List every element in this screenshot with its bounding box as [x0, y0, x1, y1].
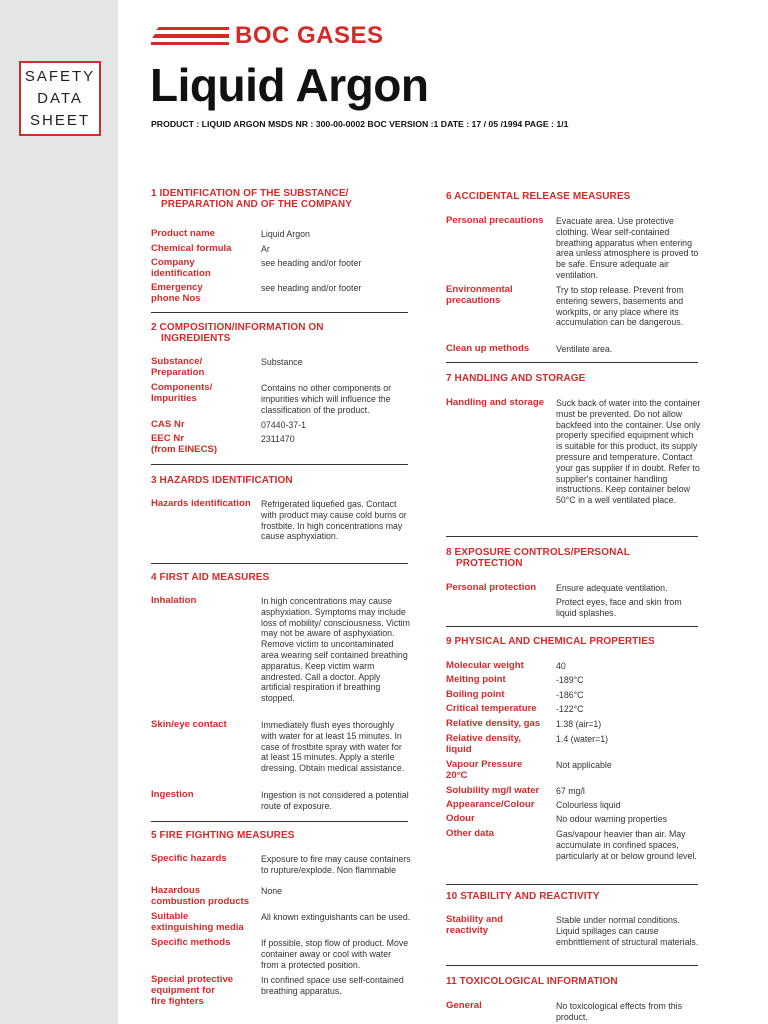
section-divider — [446, 362, 698, 363]
field-label-handling-and-storage: Handling and storage — [446, 397, 545, 408]
field-value-product-name: Liquid Argon — [261, 229, 310, 239]
section-title — [151, 475, 411, 486]
field-value-appearance-colour: Colourless liquid — [556, 800, 621, 810]
section-divider — [151, 563, 408, 564]
field-label-specific-hazards: Specific hazards — [151, 853, 227, 864]
section-title — [446, 373, 701, 384]
section-divider — [151, 821, 408, 822]
field-label-chemical-formula: Chemical formula — [151, 243, 232, 254]
product-header-line: PRODUCT : LIQUID ARGON MSDS NR : 300-00-0002 BOC VERSION :1 DATE : 17 / 05 /1994 PAGE : 1/1 — [151, 119, 569, 129]
field-label-components-impurities: Components/ Impurities — [151, 382, 213, 404]
field-value-specific-hazards: Exposure to fire may cause containers to rupture/explode. Non flammable — [261, 854, 411, 875]
field-label-relative-density-gas: Relative density, gas — [446, 718, 541, 729]
section-title-line: 11 TOXICOLOGICAL INFORMATION — [446, 976, 618, 987]
field-value-chemical-formula: Ar — [261, 244, 270, 254]
safety-data-sheet-badge — [19, 61, 101, 136]
field-label-product-name: Product name — [151, 228, 215, 239]
field-value-company-identification: see heading and/or footer — [261, 258, 362, 268]
field-label-ingestion: Ingestion — [151, 789, 194, 800]
section-title-line: 7 HANDLING AND STORAGE — [446, 373, 586, 384]
field-value-relative-density-liquid: 1.4 (water=1) — [556, 734, 609, 744]
field-label-boiling-point: Boiling point — [446, 689, 505, 700]
section-title-line: 5 FIRE FIGHTING MEASURES — [151, 830, 295, 841]
section-title — [446, 191, 701, 202]
field-value-skin-eye-contact: Immediately flush eyes thoroughly with water for at least 15 minutes. In case of frostbite spray with water for at least 15 minutes. Apply a sterile dressing. Obtain medical assistance. — [261, 720, 405, 774]
field-label-general: General — [446, 1000, 482, 1011]
section-title-line: 4 FIRST AID MEASURES — [151, 572, 270, 583]
boc-logo-mark-icon — [151, 25, 229, 47]
field-value-row: Protect eyes, face and skin from liquid splashes. — [556, 597, 682, 618]
section-divider — [446, 884, 698, 885]
section-title-line: PROTECTION — [456, 558, 523, 569]
field-value-other-data: Gas/vapour heavier than air. May accumulate in confined spaces, particularly at or below ground level. — [556, 829, 697, 861]
section-title-line: 1 IDENTIFICATION OF THE SUBSTANCE/ — [151, 188, 349, 199]
section-title-line: PREPARATION AND OF THE COMPANY — [161, 199, 352, 210]
field-value-components-impurities: Contains no other components or impurities which will influence the classification of the product. — [261, 383, 392, 415]
badge-line: DATA — [37, 89, 83, 107]
section-divider — [446, 626, 698, 627]
field-value-relative-density-gas: 1.38 (air=1) — [556, 719, 602, 729]
page-title: Liquid Argon — [150, 59, 429, 111]
section-title — [151, 830, 411, 841]
field-value-hazards-identification: Refrigerated liquefied gas. Contact with product may cause cold burns or frostbite. In high concentrations may cause asphyxiation. — [261, 499, 407, 542]
section-title-line: 10 STABILITY AND REACTIVITY — [446, 891, 600, 902]
field-label-special-protective-equipment-for-fire-fighters: Special protective equipment for fire fighters — [151, 974, 234, 1007]
field-value-cas-nr: 07440-37-1 — [261, 420, 306, 430]
sidebar — [0, 0, 118, 1024]
field-value-boiling-point: -186°C — [556, 690, 584, 700]
field-value-inhalation: In high concentrations may cause asphyxiation. Symptoms may include loss of mobility/ consciousness. Victim may not be aware of asphyxiation. Remove victim to uncontaminated area wearing self contained breathing apparatus. Keep victim warm andrested. Call a doctor. Apply artificial respiration if breathing stopped. — [261, 596, 410, 704]
section-title — [446, 547, 701, 569]
field-label-substance-preparation: Substance/ Preparation — [151, 356, 205, 378]
field-label-personal-precautions: Personal precautions — [446, 215, 544, 226]
field-label-relative-density-liquid: Relative density, liquid — [446, 733, 522, 755]
brand-name: BOC GASES — [235, 22, 384, 49]
section-divider — [151, 312, 408, 313]
field-label-hazards-identification: Hazards identification — [151, 498, 251, 509]
section-title-line: 8 EXPOSURE CONTROLS/PERSONAL — [446, 547, 630, 558]
section-title-line: INGREDIENTS — [161, 333, 231, 344]
field-value-eec-nr-from-einecs: 2311470 — [261, 434, 295, 444]
section-title — [446, 636, 701, 647]
field-label-suitable-extinguishing-media: Suitable extinguishing media — [151, 911, 244, 933]
field-label-hazardous-combustion-products: Hazardous combustion products — [151, 885, 250, 907]
badge-line: SAFETY — [24, 67, 96, 85]
section-divider — [446, 536, 698, 537]
field-value-stability-and-reactivity: Stable under normal conditions. Liquid spillages can cause embrittlement of structural materials. — [556, 915, 699, 947]
field-label-cas-nr: CAS Nr — [151, 419, 185, 430]
section-title — [446, 891, 701, 902]
field-label-environmental-precautions: Environmental precautions — [446, 284, 513, 306]
field-label-odour: Odour — [446, 813, 475, 824]
field-value-ingestion: Ingestion is not considered a potential route of exposure. — [261, 790, 409, 811]
section-divider — [446, 965, 698, 966]
field-label-solubility-mg-l-water: Solubility mg/l water — [446, 785, 540, 796]
section-title — [446, 976, 701, 987]
badge-line: SHEET — [29, 111, 90, 129]
field-value-hazardous-combustion-products: None — [261, 886, 283, 896]
field-label-stability-and-reactivity: Stability and reactivity — [446, 914, 504, 936]
field-label-clean-up-methods: Clean up methods — [446, 343, 530, 354]
field-value-personal-precautions: Evacuate area. Use protective clothing. Wear self-contained breathing apparatus when entering area unless atmosphere is proved to be safe. Ensure adequate air ventilation. — [556, 216, 699, 280]
field-value-clean-up-methods: Ventilate area. — [556, 344, 613, 354]
field-label-company-identification: Company identification — [151, 257, 211, 279]
field-value-handling-and-storage: Suck back of water into the container must be prevented. Do not allow backfeed into the container. Use only properly specified equipment which is suitable for this product, its supply pressure and temperature. Contact your gas supplier if in doubt. Refer to supplier's container handling instructions. Keep container below 50°C in a well ventilated place. — [556, 398, 701, 506]
field-label-critical-temperature: Critical temperature — [446, 703, 537, 714]
field-value-molecular-weight: 40 — [556, 661, 566, 671]
field-value-general: No toxicological effects from this product. — [556, 1001, 682, 1022]
field-value-vapour-pressure-20-c: Not applicable — [556, 760, 612, 770]
field-value-melting-point: -189°C — [556, 675, 584, 685]
field-value-solubility-mg-l-water: 67 mg/l — [556, 786, 585, 796]
section-title-line: 3 HAZARDS IDENTIFICATION — [151, 475, 293, 486]
section-title-line: 9 PHYSICAL AND CHEMICAL PROPERTIES — [446, 636, 655, 647]
boc-logo — [151, 22, 384, 50]
section-title — [151, 322, 411, 344]
field-label-appearance-colour: Appearance/Colour — [446, 799, 535, 810]
field-value-environmental-precautions: Try to stop release. Prevent from entering sewers, basements and workpits, or any place where its accumulation can be dangerous. — [556, 285, 684, 328]
field-value-odour: No odour warning properties — [556, 814, 668, 824]
field-value-emergency-phone-nos: see heading and/or footer — [261, 283, 362, 293]
section-title-line: 6 ACCIDENTAL RELEASE MEASURES — [446, 191, 631, 202]
field-value-personal-protection: Ensure adequate ventilation. — [556, 583, 668, 593]
section-title — [151, 572, 411, 583]
field-value-specific-methods: If possible, stop flow of product. Move container away or cool with water from a protected position. — [261, 938, 409, 970]
field-label-specific-methods: Specific methods — [151, 937, 231, 948]
field-label-molecular-weight: Molecular weight — [446, 660, 524, 671]
field-label-vapour-pressure-20-c: Vapour Pressure 20°C — [446, 759, 523, 781]
section-title-line: 2 COMPOSITION/INFORMATION ON — [151, 322, 324, 333]
field-label-melting-point: Melting point — [446, 674, 506, 685]
section-title — [151, 188, 411, 210]
field-value-critical-temperature: -122°C — [556, 704, 584, 714]
field-label-personal-protection: Personal protection — [446, 582, 537, 593]
field-label-emergency-phone-nos: Emergency phone Nos — [151, 282, 203, 304]
field-label-skin-eye-contact: Skin/eye contact — [151, 719, 227, 730]
field-value-special-protective-equipment-for-fire-fighters: In confined space use self-contained breathing apparatus. — [261, 975, 404, 996]
field-value-substance-preparation: Substance — [261, 357, 303, 367]
field-value-suitable-extinguishing-media: All known extinguishants can be used. — [261, 912, 411, 922]
section-divider — [151, 464, 408, 465]
field-label-inhalation: Inhalation — [151, 595, 197, 606]
field-label-other-data: Other data — [446, 828, 494, 839]
field-label-eec-nr-from-einecs: EEC Nr (from EINECS) — [151, 433, 218, 455]
